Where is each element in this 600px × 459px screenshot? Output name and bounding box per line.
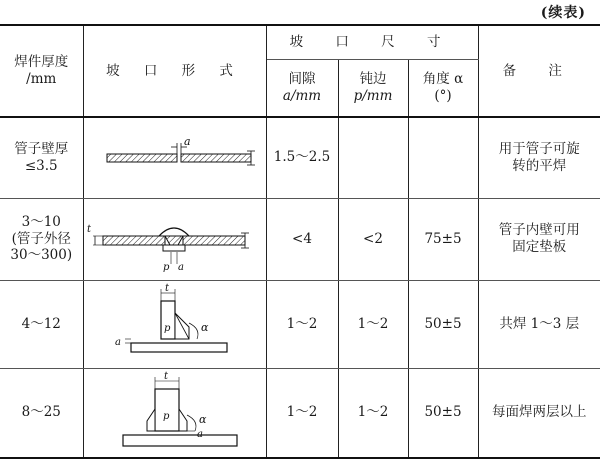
row3-root: 1～2: [338, 280, 408, 368]
header-row-1: [0, 25, 600, 59]
header-angle-label: 角度 α: [422, 70, 464, 87]
header-remarks: [478, 25, 600, 117]
row2-thickness-line2: (管子外径: [11, 230, 71, 247]
header-groove-form: [83, 25, 266, 117]
row2-note-line1: 管子内壁可用: [498, 222, 580, 239]
row1-note: [478, 117, 600, 198]
table-row: [0, 368, 600, 458]
header-angle: [408, 59, 478, 117]
row1-note-line2: 转的平焊: [512, 157, 567, 174]
table-row: [0, 198, 600, 280]
header-remarks-label: 备 注: [502, 62, 576, 79]
row2-thickness-line1: 3～10: [21, 213, 61, 230]
row4-label-a: a: [196, 428, 203, 440]
table-row: [0, 117, 600, 198]
row2-label-t: t: [86, 224, 91, 235]
row3-label-p: p: [163, 323, 170, 334]
row3-diagram-cell: [83, 280, 266, 368]
pipe-butt-square-diagram: [85, 123, 265, 193]
groove-spec-table: [0, 24, 600, 459]
row2-label-p: p: [162, 262, 169, 273]
row2-label-a: a: [177, 262, 184, 273]
row1-thickness-line2: ≤3.5: [24, 157, 58, 174]
continued-label: (续表): [540, 5, 586, 21]
row1-thickness-line1: 管子壁厚: [14, 140, 69, 157]
row3-thickness: 4～12: [0, 280, 83, 368]
header-root-label: 钝边: [359, 70, 387, 87]
row3-label-a: a: [114, 337, 121, 348]
row1-angle: [408, 117, 478, 198]
header-angle-unit: (°): [434, 87, 452, 104]
table-row: [0, 280, 600, 368]
header-gap-unit: a/mm: [282, 87, 322, 104]
row1-gap: 1.5～2.5: [266, 117, 338, 198]
header-gap: [266, 59, 338, 117]
row3-label-alpha: α: [200, 321, 208, 334]
row3-gap: 1～2: [266, 280, 338, 368]
t-joint-single-bevel-diagram: [85, 283, 265, 365]
row4-thickness: 8～25: [0, 368, 83, 458]
row2-root: <2: [338, 198, 408, 280]
row4-note: 每面焊两层以上: [478, 368, 600, 458]
row2-gap: <4: [266, 198, 338, 280]
pipe-butt-v-groove-diagram: [85, 202, 265, 276]
row2-angle: 75±5: [408, 198, 478, 280]
row1-thickness: [0, 117, 83, 198]
row1-root: [338, 117, 408, 198]
header-groove-size: [266, 25, 478, 59]
header-thickness-unit: /mm: [26, 71, 57, 87]
row1-label-a: a: [183, 134, 191, 148]
header-thickness: [0, 25, 83, 117]
header-gap-label: 间隙: [288, 70, 316, 87]
header-root: [338, 59, 408, 117]
header-groove-form-label: 坡 口 形 式: [106, 62, 243, 79]
row2-thickness-line3: 30～300): [10, 247, 73, 264]
row1-diagram-cell: [83, 117, 266, 198]
row3-label-t: t: [164, 283, 169, 294]
row2-note-line2: 固定垫板: [512, 239, 567, 255]
row4-label-alpha: α: [198, 412, 206, 426]
t-joint-double-bevel-diagram: [85, 371, 265, 455]
header-groove-size-label: 坡 口 尺 寸: [289, 33, 455, 50]
row3-angle: 50±5: [408, 280, 478, 368]
header-root-unit: p/mm: [353, 87, 393, 104]
row4-angle: 50±5: [408, 368, 478, 458]
row2-thickness: [0, 198, 83, 280]
row4-gap: 1～2: [266, 368, 338, 458]
row2-diagram-cell: [83, 198, 266, 280]
row4-root: 1～2: [338, 368, 408, 458]
row1-note-line1: 用于管子可旋: [498, 140, 580, 157]
row4-diagram-cell: [83, 368, 266, 458]
row3-note: 共焊 1～3 层: [478, 280, 600, 368]
header-thickness-label: 焊件厚度: [14, 54, 69, 71]
row2-note: [478, 198, 600, 280]
row4-label-p: p: [162, 410, 169, 422]
row4-label-t: t: [163, 370, 168, 382]
